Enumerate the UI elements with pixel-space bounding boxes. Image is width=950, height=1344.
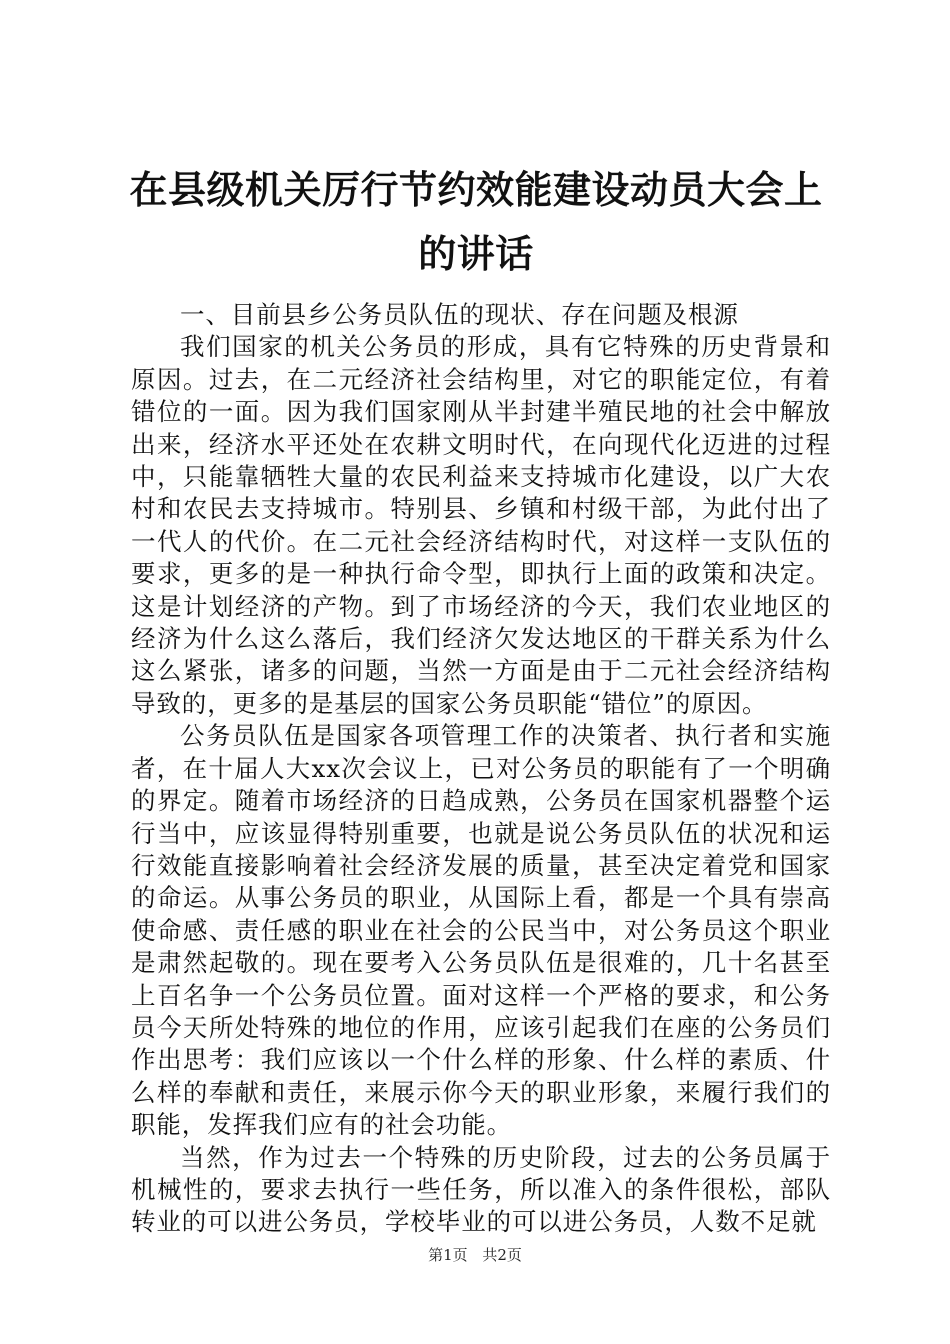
page-count: 共2页 xyxy=(482,1246,522,1264)
page-footer xyxy=(0,1244,950,1265)
body-paragraph: 公务员队伍是国家各项管理工作的决策者、执行者和实施者，在十届人大xx次会议上，已对公务员的职能有了一个明确的界定。随着市场经济的日趋成熟，公务员在国家机器整个运行当中，应该显得特别重要，也就是说公务员队伍的状况和运行效能直接影响着社会经济发展的质量，甚至决定着党和国家的命运。从事公务员的职业，从国际上看，都是一个具有崇高使命感、责任感的职业在社会的公民当中，对公务员这个职业是肃然起敬的。现在要考入公务员队伍是很难的，几十名甚至上百名争一个公务员位置。面对这样一个严格的要求，和公务员今天所处特殊的地位的作用，应该引起我们在座的公务员们作出思考：我们应该以一个什么样的形象、什么样的素质、什么样的奉献和责任，来展示你今天的职业形象，来履行我们的职能，发挥我们应有的社会功能。 xyxy=(131,721,831,1140)
document-body xyxy=(131,299,831,1239)
body-paragraph: 当然，作为过去一个特殊的历史阶段，过去的公务员属于机械性的，要求去执行一些任务，所以准入的条件很松，部队转业的可以进公务员，学校毕业的可以进公务员，人数不足就 xyxy=(131,1142,831,1237)
page-number: 第1页 xyxy=(428,1246,468,1264)
section-heading: 一、目前县乡公务员队伍的现状、存在问题及根源 xyxy=(180,300,739,329)
body-paragraph: 我们国家的机关公务员的形成，具有它特殊的历史背景和原因。过去，在二元经济社会结构里，对它的职能定位，有着错位的一面。因为我们国家刚从半封建半殖民地的社会中解放出来，经济水平还处在农耕文明时代，在向现代化迈进的过程中，只能靠牺牲大量的农民利益来支持城市化建设，以广大农村和农民去支持城市。特别县、乡镇和村级干部，为此付出了一代人的代价。在二元社会经济结构时代，对这样一支队伍的要求，更多的是一种执行命令型，即执行上面的政策和决定。这是计划经济的产物。到了市场经济的今天，我们农业地区的经济为什么这么落后，我们经济欠发达地区的干群关系为什么这么紧张，诸多的问题，当然一方面是由于二元社会经济结构导致的，更多的是基层的国家公务员职能“错位”的原因。 xyxy=(131,332,831,718)
document-title: 在县级机关厉行节约效能建设动员大会上的讲话 xyxy=(129,167,823,276)
